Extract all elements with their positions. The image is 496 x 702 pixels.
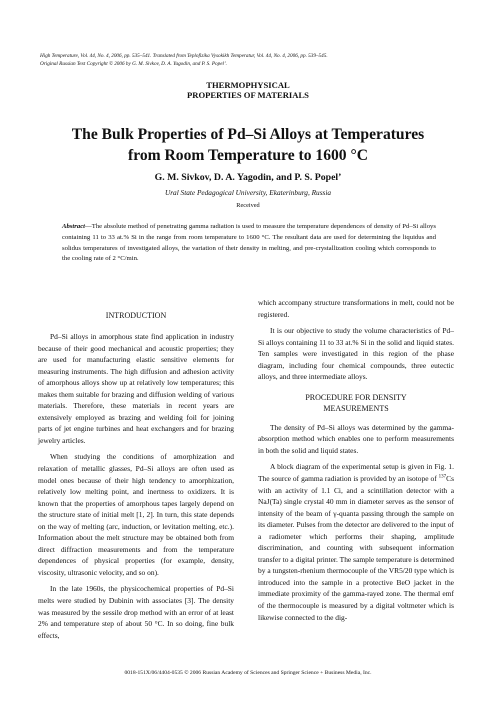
- abstract-text: —The absolute method of penetrating gamma radiation is used to measure the temperature dependences of density of Pd–Si alloys containing 11 to 33 at.% Si in the range from room temperature to 1600 °C. The resultant data are used for determining the liquidus and solidus temperatures of investigated alloys, the variation of their density in melting, and pre-crystallization cooling which corresponds to the cooling rate of 2 °C/min.: [62, 223, 436, 263]
- paragraph: Pd–Si alloys in amorphous state find application in industry because of their good mechanical and acoustic properties; they are used for manufacturing elastic sensitive elements for measuring instruments. The high diffusion and adhesion activity of amorphous alloys show up at relatively low temperatures; this makes them suitable for brazing and diffusion welding of various materials. Therefore, these materials in recent years are extensively employed as brazing and welding foil for joining parts of jet engine turbines and heat exchangers and for brazing jewelry articles.: [38, 332, 234, 445]
- paragraph: The density of Pd–Si alloys was determined by the gamma-absorption method which enables one to perform measurements in both the solid and liquid states.: [258, 422, 454, 455]
- header-line-1: High Temperature, Vol. 44, No. 4, 2006, pp. 535–541. Translated from Teplofizika Vysokikh Temperatur, Vol. 44, No. 4, 2006, pp. 539–545.: [40, 53, 328, 59]
- isotope-mass-number: 137: [438, 474, 447, 480]
- section-line-1: THERMOPHYSICAL: [206, 80, 290, 90]
- paper-title: [30, 124, 466, 166]
- paragraph: which accompany structure transformations in melt, could not be registered.: [258, 298, 454, 319]
- left-column: [38, 310, 234, 646]
- header-line-2: Original Russian Text Copyright © 2006 by G. M. Sivkov, D. A. Yagodin, and P. S. Popel’.: [40, 61, 227, 67]
- paragraph: In the late 1960s, the physicochemical properties of Pd–Si melts were studied by Dubinin with associates [3]. The density was measured by the sessile drop method with an error of at least 2% and temperature step of about 50 °C. In so doing, fine bulk effects,: [38, 584, 234, 640]
- section-heading: [0, 80, 496, 100]
- abstract: [62, 222, 436, 265]
- abstract-label: Abstract: [62, 223, 86, 230]
- received-note: Received: [236, 202, 260, 209]
- title-line-2: from Room Temperature to 1600 °C: [128, 147, 368, 164]
- procedure-heading-line-1: PROCEDURE FOR DENSITY: [305, 392, 407, 402]
- procedure-heading-line-2: MEASUREMENTS: [323, 403, 389, 413]
- title-line-1: The Bulk Properties of Pd–Si Alloys at Temperatures: [71, 126, 425, 143]
- paragraph: It is our objective to study the volume characteristics of Pd–Si alloys containing 11 to 33 at.% Si in the solid and liquid states. Ten samples were investigated in this region of the phase diagram, including four chemical compounds, three eutectic alloys, and three intermediate alloys.: [258, 326, 454, 382]
- right-column: [258, 297, 454, 628]
- running-header: [40, 52, 470, 68]
- section-line-2: PROPERTIES OF MATERIALS: [187, 90, 309, 100]
- paragraph-part: Cs with an activity of 1.1 Ci, and a scintillation detector with a NaJ(Ta) single crystal 40 mm in diameter serves as the sensor of intensity of the beam of γ-quanta passing through the sample on its diameter. Pulses from the detector are delivered to the input of a radiometer which performs their shaping, amplitude discrimination, and counting with subsequent information transfer to a digital printer. The sample temperature is determined by a tungsten-rhenium thermocouple of the VR5/20 type which is introduced into the sample in a protective BeO jacket in the immediate proximity of the gamma-rayed zone. The thermal emf of the thermocouple is measured by a digital voltmeter which is likewise connected to the dig-: [258, 474, 454, 622]
- procedure-heading: [258, 392, 454, 414]
- authors: G. M. Sivkov, D. A. Yagodin, and P. S. Popel’: [154, 172, 342, 183]
- introduction-heading: INTRODUCTION: [105, 311, 167, 320]
- affiliation: Ural State Pedagogical University, Ekaterinburg, Russia: [164, 188, 332, 197]
- copyright-footer: 0018-151X/06/4404-0535 © 2006 Russian Academy of Sciences and Springer Science + Business Media, Inc.: [124, 670, 372, 676]
- paragraph: When studying the conditions of amorphization and relaxation of metallic glasses, Pd–Si alloys are often used as model ones because of their high tendency to amorphization, relatively low melting point, and inertness to oxidizers. It is known that the properties of amorphous tapes largely depend on the structure state of initial melt [1, 2]. In turn, this state depends on the way of melting (arc, induction, or levitation melting, etc.). Information about the melt structure may be obtained both from direct diffraction measurements and from the temperature dependences of physical properties (for example, density, viscosity, ultrasonic velocity, and so on).: [38, 452, 234, 577]
- paragraph-part: A block diagram of the experimental setup is given in Fig. 1. The source of gamma radiation is provided by an isotope of: [258, 462, 454, 484]
- paragraph: [258, 461, 454, 623]
